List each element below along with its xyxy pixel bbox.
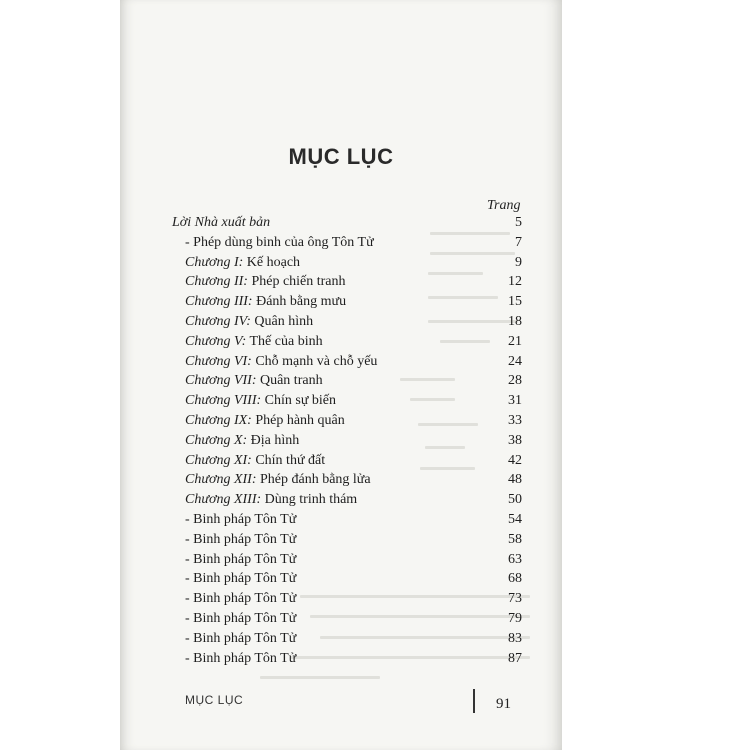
toc-entry (185, 391, 522, 411)
toc-page-number: 31 (508, 393, 522, 409)
toc-entry-title (185, 292, 346, 312)
toc-chapter-label: Chương III: (185, 294, 253, 310)
toc-chapter-label: Chương IX: (185, 413, 252, 428)
toc-page-number: 50 (508, 492, 522, 508)
toc-chapter-title: Kế hoạch (243, 254, 301, 270)
toc-chapter-title: Chín thứ đất (251, 452, 326, 468)
toc-entry (185, 253, 522, 273)
toc-chapter-label: Chương V: (185, 333, 247, 349)
toc-entry-title (185, 272, 346, 292)
toc-entry-title (185, 530, 296, 550)
toc-entry-title (185, 451, 325, 471)
toc-entry-text: - Phép dùng binh của ông Tôn Tử (185, 234, 374, 250)
toc-chapter-title: Chỗ mạnh và chỗ yếu (251, 353, 378, 369)
toc-entry-title (185, 352, 377, 372)
footer-divider (473, 689, 475, 713)
toc-chapter-label: Chương II: (185, 274, 248, 290)
toc-entry-title (185, 253, 300, 273)
toc-entry (185, 233, 522, 253)
toc-entry (185, 609, 522, 629)
toc-page-number: 54 (508, 512, 522, 527)
toc-entry (185, 451, 522, 471)
toc-chapter-title: Quân tranh (256, 373, 323, 389)
toc-entry-title (185, 490, 357, 510)
toc-entry-title (185, 609, 296, 629)
toc-entry (185, 490, 522, 510)
toc-entry (185, 589, 522, 609)
toc-chapter-title: Quân hình (250, 314, 314, 329)
toc-entry (185, 292, 522, 312)
footer-page-number: 91 (496, 696, 511, 712)
toc-chapter-label: Chương IV: (185, 314, 251, 329)
toc-page-number: 38 (508, 432, 522, 448)
toc-chapter-title: Dùng trinh thám (261, 492, 358, 508)
toc-entry-title (185, 312, 313, 332)
toc-page-number: 73 (508, 591, 522, 607)
toc-entry (185, 530, 522, 550)
toc-page-number: 33 (508, 413, 522, 428)
toc-entry-title (172, 213, 270, 233)
toc-page-number: 5 (515, 215, 522, 230)
toc-page-number: 21 (508, 333, 522, 349)
toc-page-number: 28 (508, 373, 522, 389)
toc-chapter-label: Chương VIII: (185, 393, 262, 409)
toc-entry-text: - Binh pháp Tôn Tử (185, 551, 297, 567)
toc-entry (185, 431, 522, 451)
toc-entry (185, 649, 522, 669)
toc-entry-text: - Binh pháp Tôn Tử (185, 650, 297, 666)
toc-chapter-label: Chương XII: (185, 472, 257, 488)
toc-entry-title (185, 391, 336, 411)
toc-entry (185, 629, 522, 649)
toc-page-number: 83 (508, 630, 522, 646)
toc-entry (185, 272, 522, 292)
toc-entry-title (185, 371, 323, 391)
toc-entry (185, 312, 522, 332)
toc-page-number: 79 (508, 611, 522, 626)
toc-entry-text: - Binh pháp Tôn Tử (185, 591, 297, 607)
toc-entry-text: - Binh pháp Tôn Tử (185, 611, 297, 626)
running-footer-title: MỤC LỤC (185, 693, 244, 707)
toc-page-number: 87 (508, 650, 522, 666)
toc-page-number: 15 (508, 294, 522, 310)
toc-page-number: 68 (508, 571, 522, 587)
toc-entry (172, 213, 522, 233)
toc-chapter-title: Phép hành quân (251, 413, 345, 428)
toc-chapter-label: Chương XI: (185, 452, 252, 468)
toc-entry-title (185, 510, 296, 530)
toc-entry-text: - Binh pháp Tôn Tử (185, 571, 297, 587)
page-title: MỤC LỤC (288, 144, 394, 169)
toc-page-number: 18 (508, 314, 522, 329)
toc-chapter-label: Lời Nhà xuất bản (172, 215, 271, 230)
toc-entry (185, 470, 522, 490)
toc-entry-title (185, 629, 296, 649)
toc-chapter-title: Chín sự biến (261, 393, 337, 409)
toc-entry (185, 569, 522, 589)
toc-entry-title (185, 233, 374, 253)
toc-entry (185, 332, 522, 352)
toc-chapter-label: Chương VII: (185, 373, 257, 389)
toc-entry-text: - Binh pháp Tôn Tử (185, 531, 297, 547)
toc-entry (185, 510, 522, 530)
toc-entry-title (185, 589, 296, 609)
toc-entry-title (185, 649, 296, 669)
toc-page-number: 7 (515, 234, 522, 250)
toc-page-number: 48 (508, 472, 522, 488)
toc-page-number: 12 (508, 274, 522, 290)
toc-chapter-label: Chương XIII: (185, 492, 262, 508)
toc-page-number: 58 (508, 531, 522, 547)
toc-page-number: 9 (515, 254, 522, 270)
toc-chapter-label: Chương I: (185, 254, 244, 270)
toc-entry-title (185, 470, 371, 490)
toc-entry (185, 411, 522, 431)
page-column-label: Trang (487, 198, 521, 213)
toc-entry (185, 352, 522, 372)
toc-chapter-title: Phép đánh bằng lửa (256, 472, 371, 488)
toc-chapter-label: Chương X: (185, 432, 248, 448)
toc-chapter-label: Chương VI: (185, 353, 252, 369)
toc-entry (185, 550, 522, 570)
toc-entry-text: - Binh pháp Tôn Tử (185, 630, 297, 646)
toc-chapter-title: Đánh bằng mưu (252, 294, 347, 310)
toc-entry-title (185, 550, 296, 570)
toc-chapter-title: Thế của binh (246, 333, 323, 349)
toc-entry-title (185, 332, 323, 352)
toc-chapter-title: Phép chiến tranh (247, 274, 346, 290)
toc-chapter-title: Địa hình (247, 432, 300, 448)
toc-entry-title (185, 431, 299, 451)
toc-page-number: 24 (508, 353, 522, 369)
toc-entry (185, 371, 522, 391)
toc-entry-title (185, 569, 296, 589)
toc-page-number: 63 (508, 551, 522, 567)
toc-entry-text: - Binh pháp Tôn Tử (185, 512, 297, 527)
toc-entry-title (185, 411, 345, 431)
toc-page-number: 42 (508, 452, 522, 468)
